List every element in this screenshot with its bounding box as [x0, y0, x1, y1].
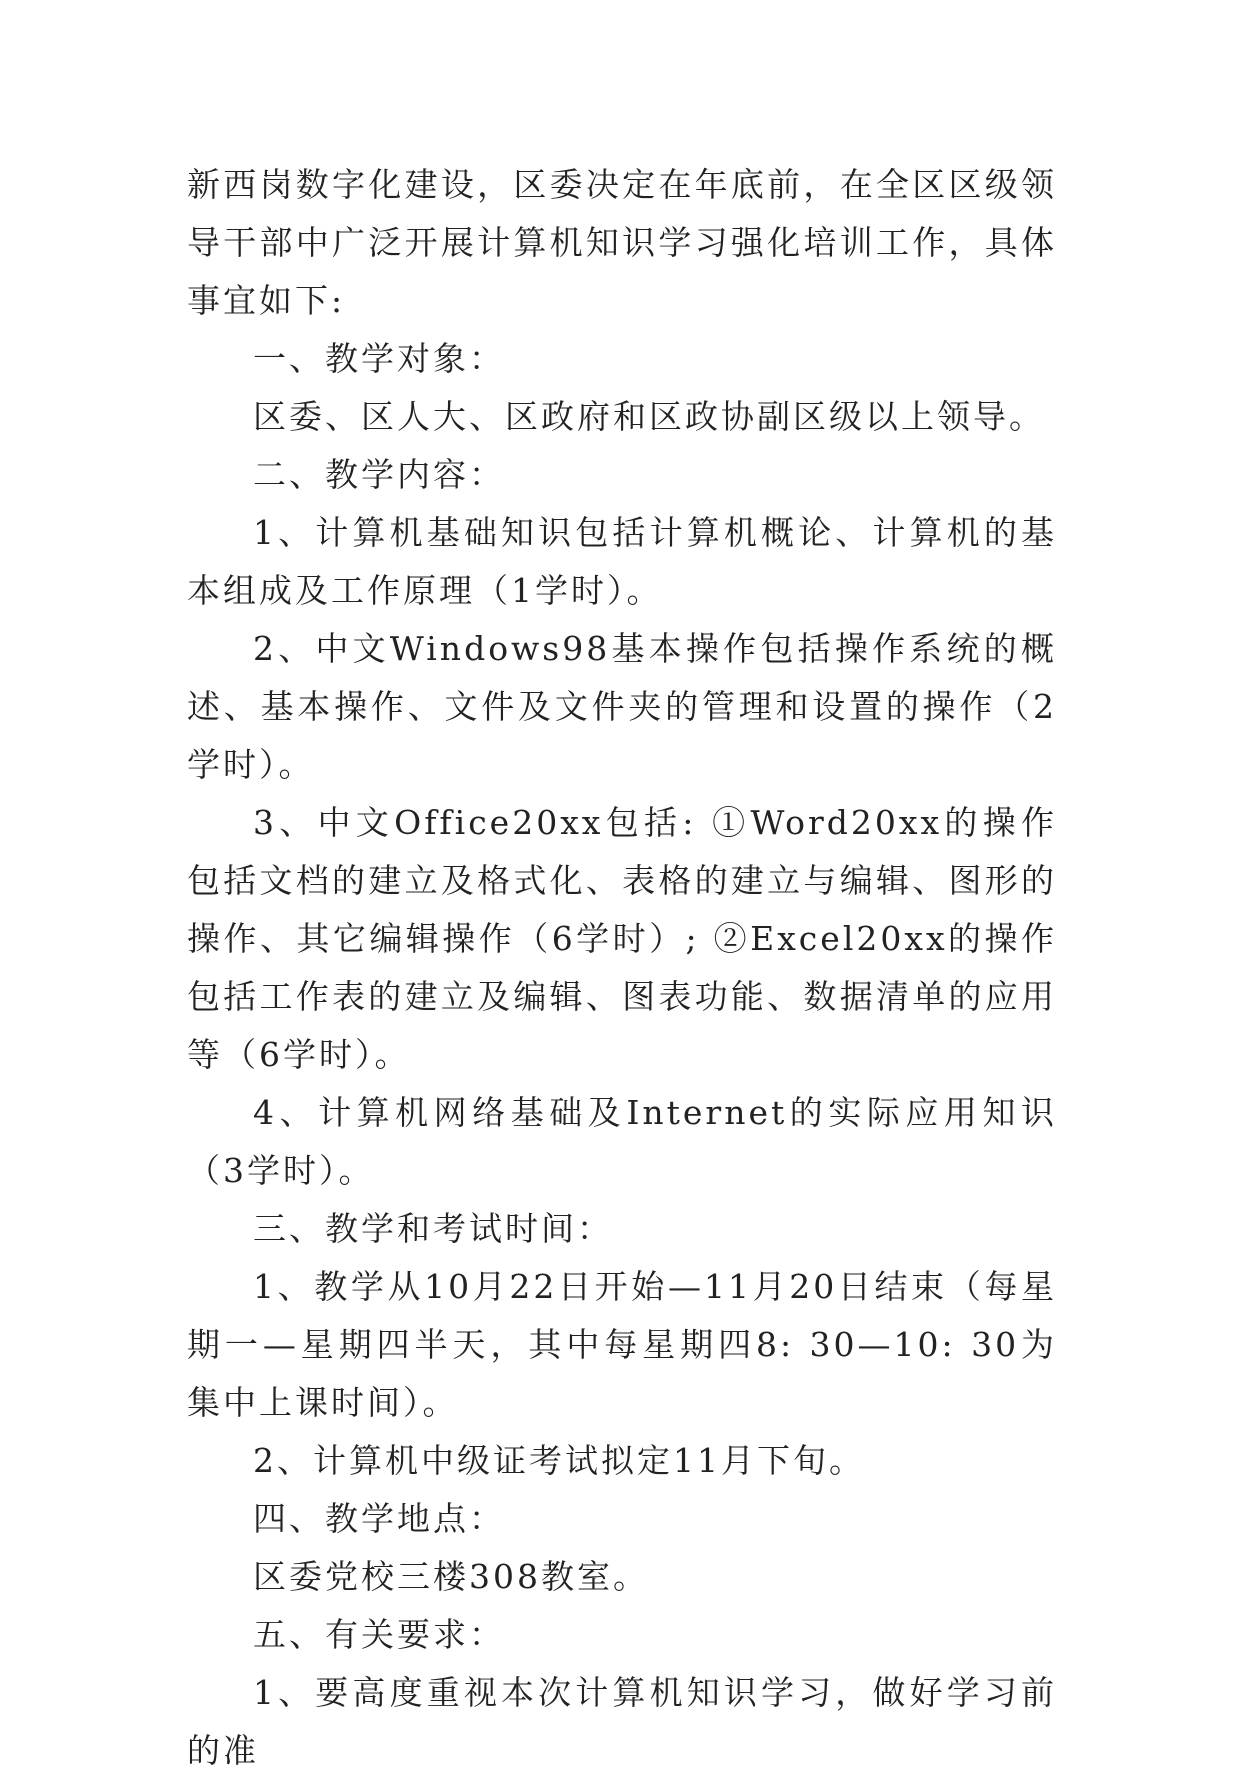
heading-requirements: 五、有关要求：: [253, 1615, 505, 1654]
heading-location: 四、教学地点：: [253, 1499, 505, 1538]
content-item-4: 4、计算机网络基础及Internet的实际应用知识（3学时）。: [187, 1093, 1057, 1190]
content-item-2: 2、中文Windows98基本操作包括操作系统的概述、基本操作、文件及文件夹的管理和设置的操作（2学时）。: [187, 629, 1057, 784]
content-item-3: 3、中文Office20xx包括: ①Word20xx的操作包括文档的建立及格式化、表格的建立与编辑、图形的操作、其它编辑操作（6学时）; ②Excel20xx的操作包括工作表的建立及编辑、图表功能、数据清单的应用等（6学时）。: [187, 803, 1057, 1074]
content-item-1: 1、计算机基础知识包括计算机概论、计算机的基本组成及工作原理（1学时）。: [187, 513, 1057, 610]
paragraph-location: 区委党校三楼308教室。: [253, 1557, 649, 1596]
heading-teaching-objects: 一、教学对象：: [253, 339, 505, 378]
heading-teaching-content: 二、教学内容：: [253, 455, 505, 494]
heading-schedule: 三、教学和考试时间：: [253, 1209, 613, 1248]
schedule-item-2: 2、计算机中级证考试拟定11月下旬。: [253, 1441, 865, 1480]
schedule-item-1: 1、教学从10月22日开始—11月20日结束（每星期一—星期四半天，其中每星期四8: 30—10: 30为集中上课时间）。: [187, 1267, 1057, 1422]
paragraph-intro: 新西岗数字化建设，区委决定在年底前，在全区区级领导干部中广泛开展计算机知识学习强化培训工作，具体事宜如下:: [187, 165, 1057, 320]
requirement-item-1: 1、要高度重视本次计算机知识学习，做好学习前的准: [187, 1673, 1057, 1770]
paragraph-objects: 区委、区人大、区政府和区政协副区级以上领导。: [253, 397, 1045, 436]
document-body: [187, 156, 1057, 1780]
